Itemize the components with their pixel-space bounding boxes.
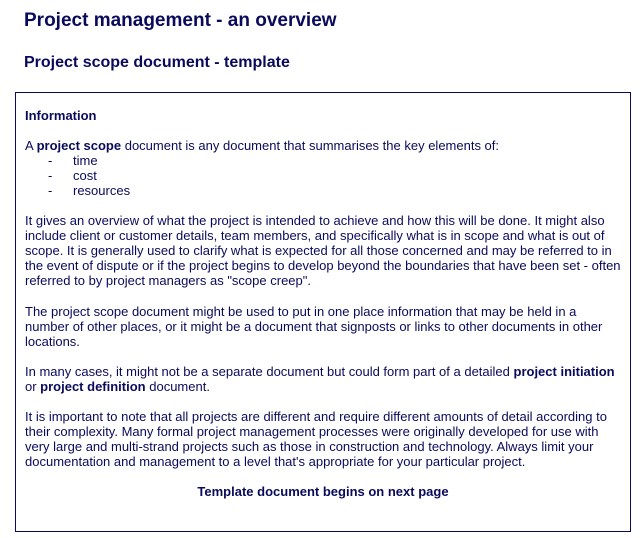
template-begins-note: Template document begins on next page	[197, 484, 449, 499]
overview-paragraph: It gives an overview of what the project is intended to achieve and how this will be done. It might also include client or customer details, team members, and specifically what is in scope and what is out of scope. It is generally used to clarify what is expected for all those concerned and may be referred to in the event of dispute or if the project begins to develop beyond the boundaries that have been set - often referred to by project managers as "scope creep".	[25, 213, 621, 288]
term-project-initiation: project initiation	[513, 364, 615, 379]
list-item-label: cost	[73, 168, 97, 183]
page-title: Project management - an overview	[24, 10, 337, 31]
spacer	[25, 394, 621, 409]
information-box	[15, 92, 631, 532]
bullet-dash: -	[48, 168, 53, 183]
list-item-label: resources	[73, 183, 131, 198]
para3-text-mid: or	[25, 379, 41, 394]
spacer	[25, 198, 621, 213]
para3-text-end: document.	[145, 379, 210, 394]
key-elements-list	[25, 153, 621, 198]
separate-document-paragraph	[25, 364, 621, 394]
spacer	[25, 349, 621, 364]
list-item	[25, 153, 621, 168]
term-project-definition: project definition	[40, 379, 146, 394]
list-item	[25, 183, 621, 198]
location-paragraph: The project scope document might be used to put in one place information that may be held in a number of other places, or it might be a document that signposts or links to other documents in other locations.	[25, 304, 603, 349]
intro-text-start: A	[25, 138, 37, 153]
information-heading: Information	[25, 108, 97, 123]
intro-paragraph	[25, 138, 621, 153]
bullet-dash: -	[48, 153, 53, 168]
complexity-paragraph: It is important to note that all projects are different and require different amounts of detail according to their complexity. Many formal project management processes were originally developed for use with very large and multi-strand projects such as those in construction and technology. Always limit your documentation and management to a level that's appropriate for your particular project.	[25, 409, 607, 469]
intro-term-project-scope: project scope	[36, 138, 122, 153]
list-item-label: time	[73, 153, 98, 168]
page-subtitle: Project scope document - template	[24, 54, 290, 71]
spacer	[25, 288, 621, 304]
list-item	[25, 168, 621, 183]
para3-text-start: In many cases, it might not be a separate document but could form part of a detailed	[25, 364, 514, 379]
bullet-dash: -	[48, 183, 53, 198]
spacer	[25, 469, 621, 484]
intro-text-end: document is any document that summarises the key elements of:	[121, 138, 500, 153]
